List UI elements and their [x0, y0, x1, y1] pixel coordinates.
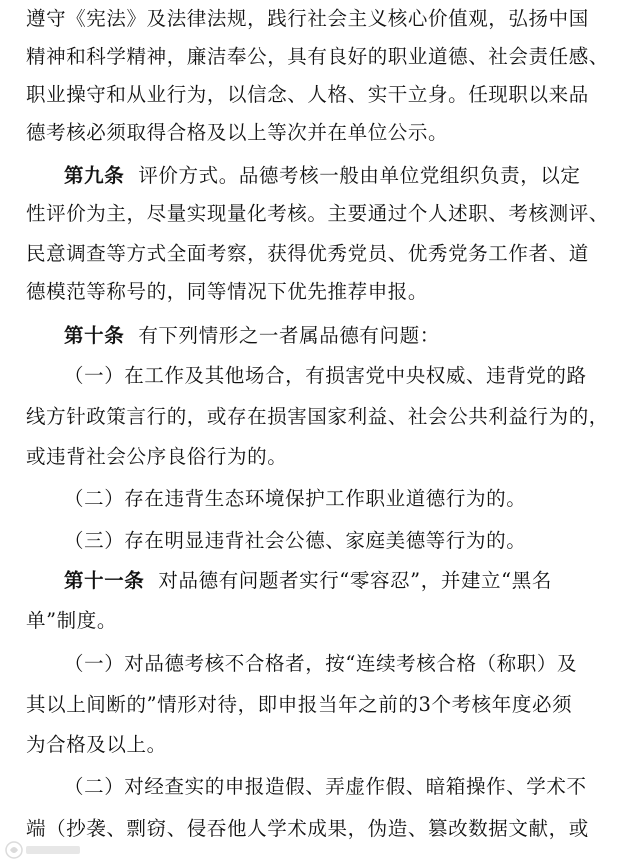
paragraph-line: 职业操守和从业行为，以信念、人格、实干立身。任现职以来品 — [26, 83, 589, 106]
paragraph-line: 德考核必须取得合格及以上等次并在单位公示。 — [26, 121, 449, 144]
paragraph-line: 或违背社会公序良俗行为的。 — [26, 445, 288, 468]
article-9 — [64, 161, 616, 191]
clause-line: （二）对经查实的申报造假、弄虚作假、暗箱操作、学术不 — [64, 775, 587, 798]
paragraph-line: 性评价为主，尽量实现量化考核。主要通过个人述职、考核测评、 — [26, 202, 609, 225]
article-text: 评价方式。品德考核一般由单位党组织负责，以定 — [138, 164, 581, 187]
paragraph-line: 端（抄袭、剽窃、侵吞他人学术成果，伪造、篡改数据文献，或 — [26, 817, 589, 840]
clause-line: （三）存在明显违背社会公德、家庭美德等行为的。 — [64, 529, 527, 552]
clause-line: （一）在工作及其他场合，有损害党中央权威、违背党的路 — [64, 364, 587, 387]
article-text: 有下列情形之一者属品德有问题： — [138, 324, 440, 347]
article-text: 对品德有问题者实行“零容忍”，并建立“黑名 — [158, 569, 552, 592]
paragraph-line: 为合格及以上。 — [26, 733, 167, 756]
article-11 — [64, 566, 616, 596]
clause-line: （二）存在违背生态环境保护工作职业道德行为的。 — [64, 487, 527, 510]
paragraph-line: 精神和科学精神，廉洁奉公，具有良好的职业道德、社会责任感、 — [26, 45, 609, 68]
paragraph-line: 线方针政策言行的，或存在损害国家利益、社会公共利益行为的， — [26, 405, 609, 428]
paragraph-line: 遵守《宪法》及法律法规，践行社会主义核心价值观，弘扬中国 — [26, 7, 589, 30]
article-heading: 第十条 — [64, 324, 125, 347]
paragraph-line: 单”制度。 — [26, 609, 117, 632]
article-heading: 第九条 — [64, 164, 125, 187]
article-heading: 第十一条 — [64, 569, 145, 592]
paragraph-line: 民意调查等方式全面考察，获得优秀党员、优秀党务工作者、道 — [26, 242, 589, 265]
article-10 — [64, 321, 616, 351]
watermark-logo-icon — [4, 838, 84, 862]
clause-line: （一）对品德考核不合格者，按“连续考核合格（称职）及 — [64, 652, 578, 675]
paragraph-line: 德模范等称号的，同等情况下优先推荐申报。 — [26, 280, 429, 303]
paragraph-line: 其以上间断的”情形对待，即申报当年之前的3个考核年度必须 — [26, 693, 573, 716]
